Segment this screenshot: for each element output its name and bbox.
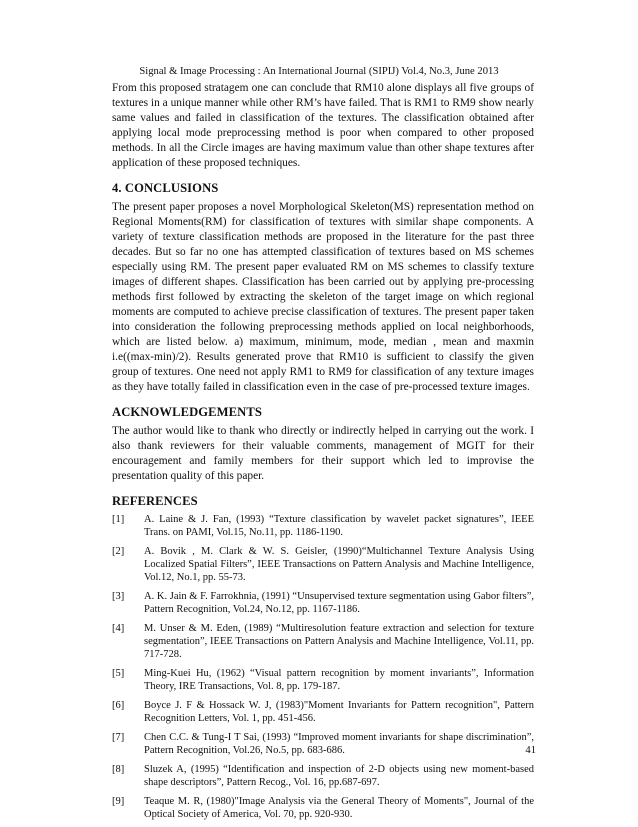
reference-item xyxy=(112,590,534,616)
reference-number: [7] xyxy=(112,732,125,743)
reference-text: Ming-Kuei Hu, (1962) “Visual pattern recognition by moment invariants”, Information Theory, IRE Transactions, Vol. 8, pp. 179-187. xyxy=(144,668,534,692)
reference-text: A. K. Jain & F. Farrokhnia, (1991) “Unsupervised texture segmentation using Gabor filters”, Pattern Recognition, Vol.24, No.12, pp. 1167-1186. xyxy=(144,591,534,615)
conclusions-heading: 4. CONCLUSIONS xyxy=(112,181,219,195)
reference-text: Chen C.C. & Tung-I T Sai, (1993) “Improved moment invariants for shape discrimination”, Pattern Recognition, Vol.26, No.5, pp. 683-686. xyxy=(144,732,534,756)
running-header: Signal & Image Processing : An International Journal (SIPIJ) Vol.4, No.3, June 2013 xyxy=(139,66,499,77)
reference-item xyxy=(112,699,534,725)
reference-item xyxy=(112,763,534,789)
reference-number: [5] xyxy=(112,668,125,679)
reference-text: Boyce J. F & Hossack W. J, (1983)"Moment Invariants for Pattern recognition", Pattern Recognition Letters, Vol. 1, pp. 451-456. xyxy=(144,700,534,724)
conclusions-section xyxy=(112,181,534,395)
reference-item xyxy=(112,513,534,539)
reference-item xyxy=(112,545,534,584)
reference-text: A. Laine & J. Fan, (1993) “Texture classification by wavelet packet signatures”, IEEE Trans. on PAMI, Vol.15, No.11, pp. 1186-1190. xyxy=(144,514,534,538)
reference-list xyxy=(112,513,534,821)
reference-text: Teaque M. R, (1980)"Image Analysis via the General Theory of Moments", Journal of the Optical Society of America, Vol. 70, pp. 920-930. xyxy=(144,796,534,820)
references-heading: REFERENCES xyxy=(112,494,198,508)
reference-number: [1] xyxy=(112,514,125,525)
acknowledgements-heading: ACKNOWLEDGEMENTS xyxy=(112,405,262,419)
acknowledgements-paragraph: The author would like to thank who directly or indirectly helped in carrying out the work. I also thank reviewers for their valuable comments, management of MGIT for their encouragement and family members for their support which led to improvise the presentation quality of this paper. xyxy=(112,425,534,482)
references-section xyxy=(112,494,534,821)
reference-number: [8] xyxy=(112,764,125,775)
conclusions-paragraph: The present paper proposes a novel Morphological Skeleton(MS) representation method on Regional Moments(RM) for classification of textures with similar shape components. A variety of texture classification methods are proposed in the literature for the past three decades. But so far no one has attempted classification of textures based on MS schemes especially using RM. The present paper evaluated RM on MS schemes to classify texture images of different shapes. Classification has been carried out by applying pre-processing methods first followed by extracting the skeleton of the target image on which regional moments are computed to achieve precise classification of textures. The present paper taken into consideration the following preprocessing methods applied on local neighborhoods, which are listed below. a) maximum, minimum, mode, median , mean and maxmin i.e((max-min)/2). Results generated prove that RM10 is sufficient to classify the given group of textures. One need not apply RM1 to RM9 for classification of any texture images as they have totally failed in classification even in the case of pre-processed texture images. xyxy=(112,201,534,393)
page-content xyxy=(112,81,534,827)
reference-text: M. Unser & M. Eden, (1989) “Multiresolution feature extraction and selection for texture segmentation”, IEEE Transactions on Pattern Analysis and Machine Intelligence, Vol.11, pp. 717-728. xyxy=(144,623,534,660)
reference-item xyxy=(112,622,534,661)
reference-number: [4] xyxy=(112,623,125,634)
reference-number: [9] xyxy=(112,796,125,807)
reference-number: [2] xyxy=(112,546,125,557)
page-number: 41 xyxy=(525,745,536,756)
intro-paragraph: From this proposed stratagem one can conclude that RM10 alone displays all five groups of textures in a unique manner while other RM’s have failed. That is RM1 to RM9 show nearly same values and failed in classification of the textures. The classification obtained after applying local mode preprocessing method is poor when compared to other proposed methods. In all the Circle images are having maximum value than other shape textures after application of these proposed techniques. xyxy=(112,82,534,169)
reference-number: [3] xyxy=(112,591,125,602)
reference-text: A. Bovik , M. Clark & W. S. Geisler, (1990)“Multichannel Texture Analysis Using Localized Spatial Filters”, IEEE Transactions on Pattern Analysis and Machine Intelligence, Vol.12, No.1, pp. 55-73. xyxy=(144,546,534,583)
reference-text: Sluzek A, (1995) “Identification and inspection of 2-D objects using new moment-based shape descriptors”, Pattern Recog., Vol. 16, pp.687-697. xyxy=(144,764,534,788)
reference-item xyxy=(112,795,534,821)
reference-number: [6] xyxy=(112,700,125,711)
reference-item xyxy=(112,731,534,757)
reference-item xyxy=(112,667,534,693)
acknowledgements-section xyxy=(112,405,534,484)
